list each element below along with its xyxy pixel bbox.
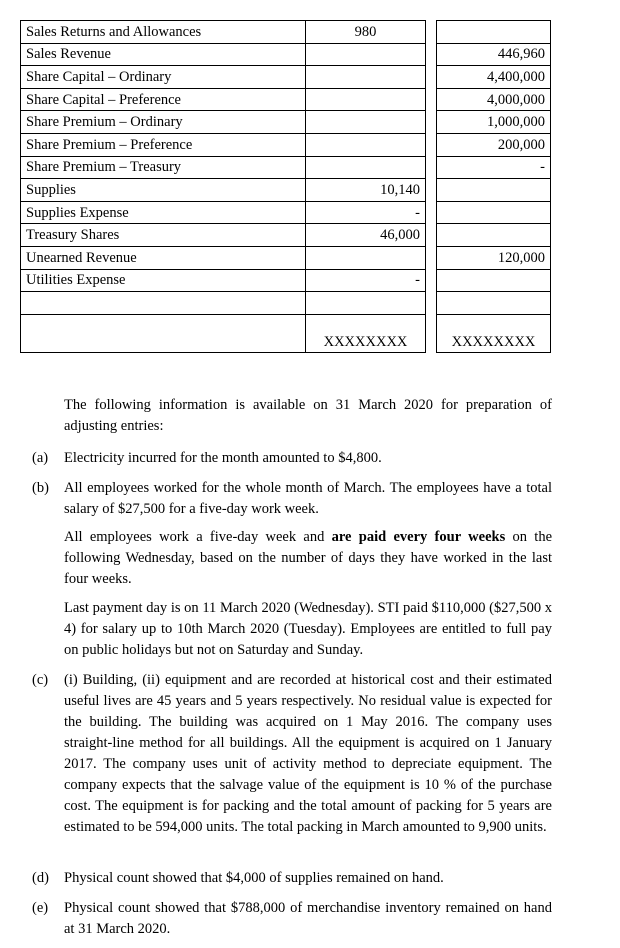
gap-cell (426, 224, 437, 247)
debit-cell (306, 156, 426, 179)
gap-cell (426, 133, 437, 156)
debit-cell: 980 (306, 21, 426, 44)
total-debit: XXXXXXXX (306, 314, 426, 352)
item-c-label: (c) (32, 672, 49, 688)
gap-cell (426, 43, 437, 66)
table-row (21, 88, 551, 111)
account-cell: Unearned Revenue (21, 246, 306, 269)
account-cell (21, 292, 306, 315)
gap-cell (426, 156, 437, 179)
table-row (21, 179, 551, 202)
credit-cell: 200,000 (437, 133, 551, 156)
account-cell: Share Capital – Preference (21, 88, 306, 111)
item-a-text: Electricity incurred for the month amounted to $4,800. (64, 450, 382, 466)
gap-cell (426, 111, 437, 134)
table-row (21, 66, 551, 89)
table-row (21, 21, 551, 44)
credit-cell (437, 179, 551, 202)
debit-cell: 46,000 (306, 224, 426, 247)
gap-cell (426, 246, 437, 269)
credit-cell: 4,000,000 (437, 88, 551, 111)
item-b-text-2 (64, 527, 552, 590)
item-b-label: (b) (32, 480, 49, 496)
credit-cell (437, 21, 551, 44)
credit-cell: - (437, 156, 551, 179)
account-cell: Share Premium – Preference (21, 133, 306, 156)
debit-cell (306, 292, 426, 315)
debit-cell (306, 246, 426, 269)
table-row (21, 133, 551, 156)
trial-balance-table (20, 20, 551, 353)
gap-cell (426, 21, 437, 44)
gap-cell (426, 179, 437, 202)
gap-cell (426, 292, 437, 315)
account-cell: Share Premium – Ordinary (21, 111, 306, 134)
item-b-text-2-pre: All employees work a five-day week and (64, 529, 332, 545)
item-d-text: Physical count showed that $4,000 of supplies remained on hand. (64, 870, 444, 886)
credit-cell (437, 201, 551, 224)
table-row (21, 246, 551, 269)
item-e-label: (e) (32, 900, 49, 916)
account-cell: Sales Revenue (21, 43, 306, 66)
account-cell: Share Capital – Ordinary (21, 66, 306, 89)
item-b-text-2-post: on the following Wednesday, based on the number of days they have worked in the last four weeks. (64, 529, 553, 587)
item-e-text: Physical count showed that $788,000 of merchandise inventory remained on hand at 31 March 2020. (64, 900, 552, 937)
debit-cell (306, 133, 426, 156)
table-row (21, 43, 551, 66)
table-row (21, 269, 551, 292)
account-cell: Share Premium – Treasury (21, 156, 306, 179)
totals-row (21, 314, 551, 352)
credit-cell (437, 224, 551, 247)
gap-cell (426, 201, 437, 224)
gap-cell (426, 66, 437, 89)
credit-cell (437, 292, 551, 315)
account-cell: Supplies Expense (21, 201, 306, 224)
debit-cell: - (306, 269, 426, 292)
account-cell: Utilities Expense (21, 269, 306, 292)
item-a-label: (a) (32, 450, 49, 466)
table-row (21, 156, 551, 179)
table-row (21, 292, 551, 315)
table-row (21, 201, 551, 224)
credit-cell (437, 269, 551, 292)
account-cell: Sales Returns and Allowances (21, 21, 306, 44)
item-b-text-2-bold: are paid every four weeks (331, 529, 506, 545)
item-b-text-3: Last payment day is on 11 March 2020 (Wednesday). STI paid $110,000 ($27,500 x 4) for salary up to 10th March 2020 (Tuesday). Employees are entitled to full pay on public holidays but not on Saturday and Sunday. (64, 600, 552, 658)
account-cell: Treasury Shares (21, 224, 306, 247)
debit-cell: - (306, 201, 426, 224)
total-credit: XXXXXXXX (437, 314, 551, 352)
item-d-label: (d) (32, 870, 49, 886)
credit-cell: 1,000,000 (437, 111, 551, 134)
credit-cell: 4,400,000 (437, 66, 551, 89)
table-row (21, 224, 551, 247)
item-b-text-1: All employees worked for the whole month of March. The employees have a total salary of $27,500 for a five-day work week. (64, 480, 552, 517)
credit-cell: 446,960 (437, 43, 551, 66)
debit-cell (306, 111, 426, 134)
debit-cell (306, 43, 426, 66)
debit-cell (306, 88, 426, 111)
gap-cell (426, 269, 437, 292)
intro-text: The following information is available on 31 March 2020 for preparation of adjusting entries: (64, 397, 552, 434)
account-cell: Supplies (21, 179, 306, 202)
debit-cell (306, 66, 426, 89)
credit-cell: 120,000 (437, 246, 551, 269)
gap-cell (426, 88, 437, 111)
item-c-text: (i) Building, (ii) equipment and are recorded at historical cost and their estimated useful lives are 45 years and 5 years respectively. No residual value is expected for the building. The building was acquired on 1 May 2016. The company uses straight-line method for all buildings. All the equipment is acquired on 1 January 2017. The company uses unit of activity method to depreciate equipment. The company expects that the salvage value of the equipment is 10 % of the purchase cost. The equipment is for packing and the total amount of packing for 5 years are estimated to be 594,000 units. The total packing in March amounted to 9,900 units. (64, 672, 552, 835)
debit-cell: 10,140 (306, 179, 426, 202)
table-row (21, 111, 551, 134)
